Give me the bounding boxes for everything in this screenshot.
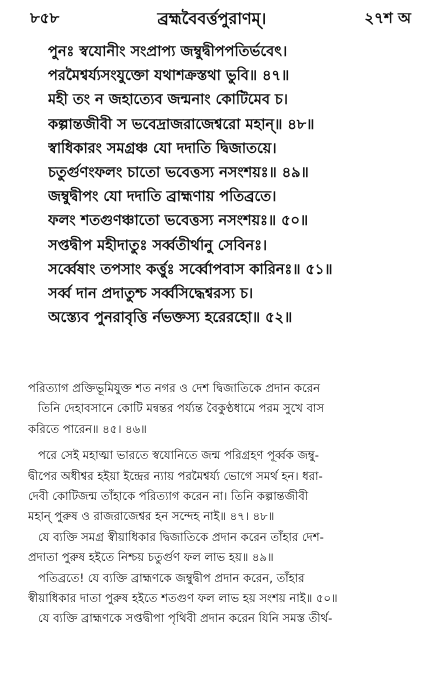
verse-line: পরমৈশ্বর্য্যসংযুক্তো যথাশক্রস্তথা ভুবি॥ ৪৭॥ bbox=[48, 67, 290, 85]
prose-line: প্রদাতা পুরুষ হইতে নিশ্চয় চতুর্গুণ ফল লাভ হয়॥ ৪৯॥ bbox=[28, 550, 274, 565]
prose-line: যে ব্যক্তি ব্রাহ্মণকে সপ্তদ্বীপা পৃথিবী প্রদান করেন যিনি সমস্ত তীর্থ- bbox=[38, 611, 333, 626]
page-header bbox=[30, 6, 411, 32]
page-number: ৮৫৮ bbox=[30, 8, 60, 27]
verse-line: মহী তং ন জহাত্যেব জন্মনাং কোটিমেব চ। bbox=[48, 91, 288, 109]
prose-line: মহান্ পুরুষ ও রাজরাজেশ্বর হন সন্দেহ নাই॥ ৪৭। ৪৮॥ bbox=[28, 509, 275, 524]
prose-line: পতিব্রতে! যে ব্যক্তি ব্রাহ্মণকে জম্বুদ্বীপ প্রদান করেন, তাঁহার bbox=[38, 570, 305, 585]
prose-line: যে ব্যক্তি সমগ্র স্বীয়াধিকার দ্বিজাতিকে প্রদান করেন তাঁহার দেশ- bbox=[38, 529, 324, 544]
verse-line: স্বাধিকারং সমগ্রঞ্চ যো দদাতি দ্বিজাতয়ে। bbox=[48, 139, 277, 157]
prose-line: দেবী কোটিজন্ম তাঁহাকে পরিত্যাগ করেন না। তিনি কল্পান্তজীবী bbox=[28, 489, 309, 504]
verse-line: চতুর্গুণংফলং চাতো ভবেত্তস্য নসংশয়ঃ॥ ৪৯॥ bbox=[48, 164, 309, 182]
verse-line: জম্বুদ্বীপং যো দদাতি ব্রাহ্মণায় পতিব্রতে। bbox=[48, 188, 277, 206]
verse-line: পুনঃ স্বযোনীং সংপ্রাপ্য জম্বুদ্বীপপতির্ভবেৎ। bbox=[48, 43, 288, 60]
verse-line: সর্ব্বেষাং তপসাং কর্ত্তুঃ সর্ব্বোপবাস কারিনঃ॥ ৫১॥ bbox=[48, 260, 333, 278]
prose-line: পরিত্যাগ প্রক্তিভূমিযুক্ত শত নগর ও দেশ দ্বিজাতিকে প্রদান করেন bbox=[28, 381, 321, 395]
prose-line: করিতে পারেন॥ ৪৫। ৪৬॥ bbox=[28, 421, 147, 436]
prose-line: স্বীয়াধিকার দাতা পুরুষ হইতে শতগুণ ফল লাভ হয় সংশয় নাই॥ ৫০॥ bbox=[28, 591, 338, 606]
prose-line: দ্বীপের অধীশ্বর হইয়া ইন্দ্রের ন্যায় পরমৈশ্বর্য্য ভোগে সমর্থ হন। ধরা- bbox=[28, 468, 323, 483]
chapter-marker: ২৭শ অ bbox=[364, 8, 411, 27]
sanskrit-verses bbox=[48, 40, 420, 330]
verse-line: সর্ব্ব দান প্রদাতুশ্চ সর্ব্বসিদ্ধেশ্বরস্য চ। bbox=[48, 285, 254, 303]
verse-line: অস্ত্যেব পুনরাবৃত্তি র্নভক্তস্য হরেরহো॥ ৫২॥ bbox=[48, 309, 293, 327]
prose-line: তিনি দেহাবসানে কোটি মন্বন্তর পর্য্যন্ত বৈকুণ্ঠধামে পরম সুখে বাস bbox=[38, 401, 325, 416]
verse-line: কল্পান্তজীবী স ভবেদ্রাজরাজেশ্বরো মহান্॥ ৪৮॥ bbox=[48, 115, 315, 133]
running-title: ব্রহ্মবৈবর্ত্তপুরাণম্। bbox=[157, 8, 267, 28]
prose-line: পরে সেই মহাত্মা ভারতে স্বযোনিতে জন্ম পরিগ্রহণ পূর্ব্বক জম্বু- bbox=[38, 448, 319, 463]
verse-line: ফলং শতগুণঞ্চাতো ভবেত্তস্য নসংশয়ঃ॥ ৫০॥ bbox=[48, 212, 309, 230]
verse-line: সপ্তদ্বীপ মহীদাতুঃ সর্ব্বতীর্থানু সেবিনঃ। bbox=[48, 236, 268, 254]
bengali-translation bbox=[28, 378, 421, 629]
